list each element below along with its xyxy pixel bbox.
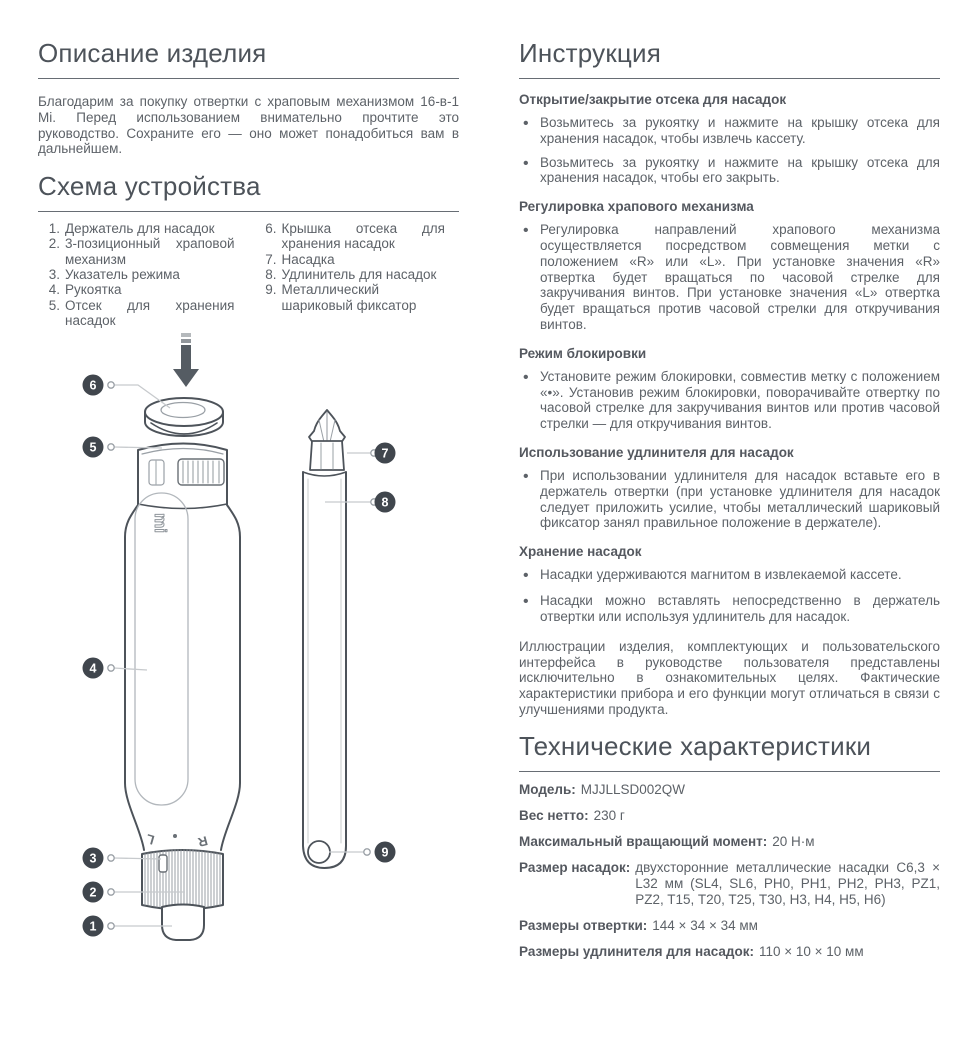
spec-extension-dimensions: Размеры удлинителя для насадок: 110 × 10 × 10 мм [519, 944, 864, 960]
section-title: Регулировка храпового механизма [519, 199, 754, 215]
callout-3 [83, 848, 104, 869]
svg-text:L: L [144, 831, 157, 848]
part-item-4: 4. Рукоятка [48, 282, 122, 298]
bullet-dot: • [523, 593, 529, 611]
section-lock-mode [519, 346, 940, 432]
heading-product-description: Описание изделия [38, 38, 459, 79]
bullet-item: • Насадки удерживаются магнитом в извлекаемой кассете. [523, 567, 902, 585]
svg-text:3: 3 [89, 851, 97, 866]
bullet-item: • При использовании удлинителя для насадок вставьте его в держатель отвертки (при установке удлинителя для насадок следует приложить усилие, чтобы металлический шариковый фиксатор занял правильное положение в держателе). [523, 467, 940, 531]
section-title: Открытие/закрытие отсека для насадок [519, 92, 787, 107]
section-ratchet-adjustment [519, 199, 940, 333]
callout-5 [83, 437, 104, 458]
callout-6 [83, 375, 104, 396]
svg-text:1: 1 [89, 919, 97, 934]
svg-text:7: 7 [381, 446, 389, 461]
bullet-item: • Возьмитесь за рукоятку и нажмите на крышку отсека для хранения насадок, чтобы его закрыть. [523, 154, 940, 186]
section-title: Использование удлинителя для насадок [519, 444, 794, 460]
part-item-7: 7. Насадка [265, 251, 335, 267]
callout-1 [83, 916, 104, 937]
bullet-dot: • [523, 467, 529, 485]
part-item-8: 8. Удлинитель для насадок [265, 266, 437, 282]
bullet-item: • Насадки можно вставлять непосредственно в держатель отвертки или используя удлинитель для насадок. [523, 593, 940, 624]
parts-list [38, 221, 459, 329]
svg-text:R: R [196, 833, 210, 850]
bullet-item: • Установите режим блокировки, совместив метку с положением «•». Установив режим блокировки, поворачивайте отвертку по часовой стрелке для закручивания винтов или против часовой стрелки — для откручивания винтов. [523, 368, 940, 432]
callout-7 [375, 443, 396, 464]
part-item-1: 1. Держатель для насадок [48, 220, 215, 236]
spec-bit-size: Размер насадок: двухсторонние металлические насадки С6,3 × L32 мм (SL4, SL6, PH0, PH1, PH2, PH3, PZ1, PZ2, T15, T20, T25, T30, H3, H4, H5, H6) [519, 860, 940, 908]
left-column [38, 38, 459, 1018]
bullet-dot: • [523, 222, 529, 240]
part-item-3: 3. Указатель режима [48, 266, 180, 282]
spec-screwdriver-dimensions: Размеры отвертки: 144 × 34 × 34 мм [519, 918, 758, 934]
bit-extension-illustration [303, 410, 346, 868]
section-bit-storage [519, 544, 940, 625]
svg-text:4: 4 [89, 661, 97, 676]
section-title: Режим блокировки [519, 345, 647, 361]
phillips-bit [309, 410, 345, 470]
disclaimer-paragraph: Иллюстрации изделия, комплектующих и пользовательского интерфейса в руководстве пользователя представлены исключительно в ознакомительных целях. Фактические характеристики прибора и его функции могут отличаться в связи с улучшениями продукта. [519, 638, 940, 717]
specs-list [519, 782, 940, 960]
press-down-arrow-icon [173, 333, 199, 387]
section-title: Хранение насадок [519, 544, 642, 560]
section-extension-use [519, 445, 940, 531]
mi-logo: mi [151, 513, 170, 533]
spec-model: Модель: MJJLLSD002QW [519, 782, 686, 798]
device-diagram [38, 333, 458, 958]
svg-text:2: 2 [89, 885, 97, 900]
spec-max-torque: Максимальный вращающий момент: 20 Н·м [519, 834, 815, 850]
section-open-close [519, 92, 940, 186]
right-column [519, 38, 940, 960]
bullet-item: • Регулировка направлений храпового механизма осуществляется посредством совмещения метки с положением «R» или «L». При установке значения «R» отвертка будет вращаться по часовой стрелке для закручивания винтов. При установке значения «L» отвертка будет вращаться против часовой стрелки для откручивания винтов. [523, 222, 940, 332]
part-item-6: 6. Крышка отсека для хранения насадок [265, 220, 445, 252]
ball-lock-detail [308, 841, 330, 863]
part-item-2: 2. 3-позиционный храповой механизм [48, 236, 235, 267]
bullet-item: • Возьмитесь за рукоятку и нажмите на крышку отсека для хранения насадок, чтобы извлечь кассету. [523, 115, 940, 146]
spec-net-weight: Вес нетто: 230 г [519, 808, 625, 824]
parts-list-column-1 [38, 221, 249, 329]
part-item-9: 9. Металлический шариковый фиксатор [265, 282, 417, 313]
bullet-dot: • [523, 567, 529, 585]
callout-9 [375, 842, 396, 863]
callout-2 [83, 882, 104, 903]
callout-4 [83, 658, 104, 679]
heading-specifications: Технические характеристики [519, 731, 940, 772]
intro-paragraph: Благодарим за покупку отвертки с храповым механизмом 16-в-1 Mi. Перед использованием внимательно прочтите это руководство. Сохраните его — оно может понадобиться вам в дальнейшем. [38, 94, 459, 157]
svg-text:9: 9 [381, 845, 389, 860]
heading-device-schema: Схема устройства [38, 171, 459, 212]
parts-list-column-2 [249, 221, 460, 329]
heading-instruction: Инструкция [519, 38, 940, 79]
bullet-dot: • [523, 115, 529, 132]
svg-text:6: 6 [89, 378, 97, 393]
callout-8 [375, 492, 396, 513]
mode-indicator-mark [159, 855, 167, 872]
svg-text:8: 8 [381, 495, 389, 510]
bullet-dot: • [523, 154, 529, 172]
bullet-dot: • [523, 368, 529, 386]
part-item-5: 5. Отсек для хранения насадок [48, 297, 235, 329]
svg-text:5: 5 [89, 440, 97, 455]
